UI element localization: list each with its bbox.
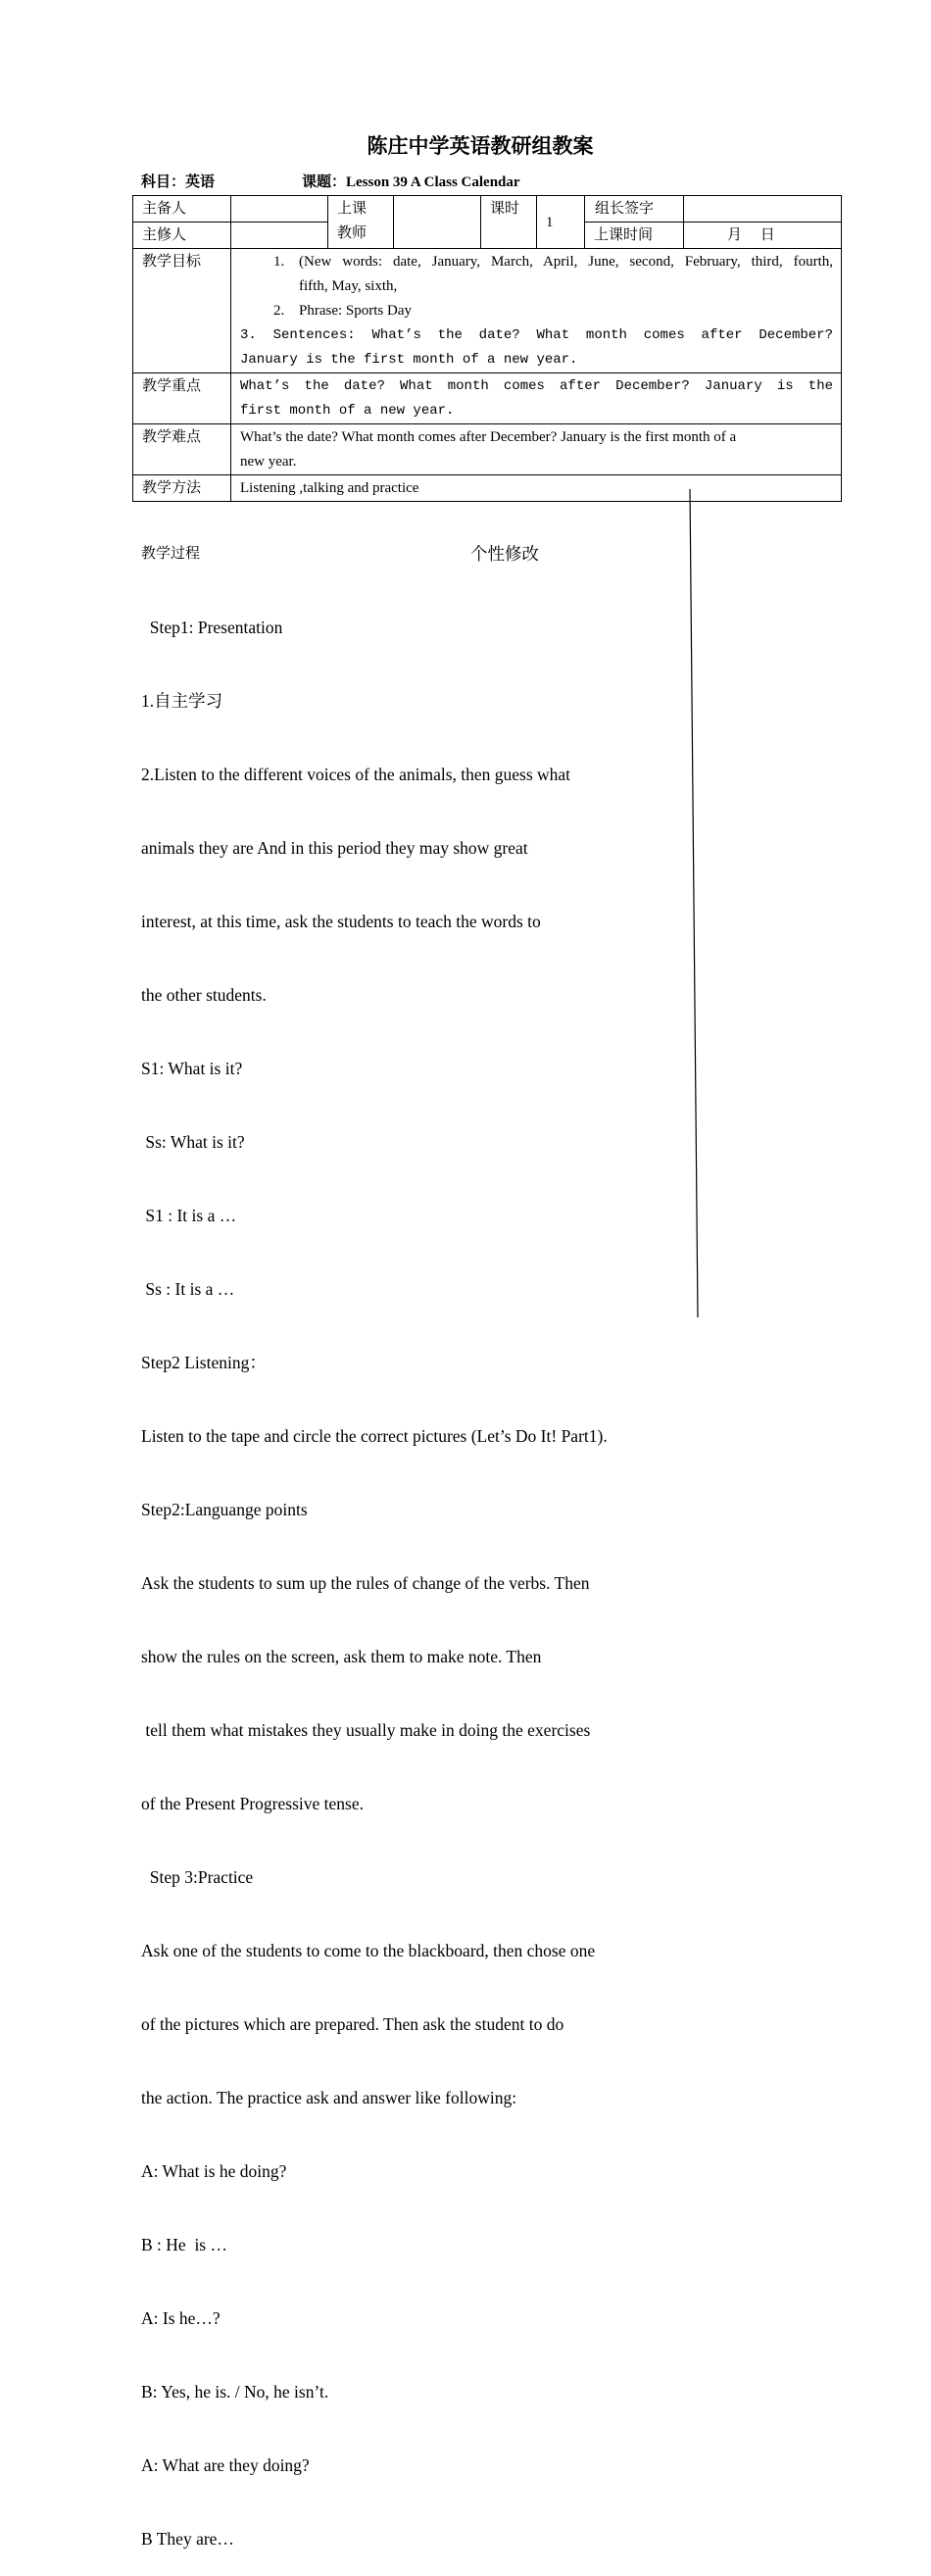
- difficulties-line1: What’s the date? What month comes after December? January is the first month of a: [240, 429, 737, 445]
- key-points-label: 教学重点: [133, 373, 231, 424]
- process-line: Ask the students to sum up the rules of change of the verbs. Then: [141, 1573, 590, 1593]
- process-line: B: Yes, he is. / No, he isn’t.: [141, 2382, 329, 2402]
- periods-value: 1: [537, 196, 585, 249]
- methods-content: Listening ,talking and practice: [231, 475, 842, 502]
- class-time-value: 月 日: [684, 223, 842, 249]
- process-line: show the rules on the screen, ask them to make note. Then: [141, 1647, 542, 1666]
- margin-note-heading: 个性修改: [470, 544, 539, 564]
- process-line: B : He is …: [141, 2235, 227, 2254]
- periods-label: 课时: [481, 196, 537, 249]
- process-line: 2.Listen to the different voices of the animals, then guess what: [141, 765, 571, 784]
- lesson-teacher-line2: 教师: [337, 225, 368, 241]
- process-line: S1: What is it?: [141, 1059, 243, 1078]
- process-line: of the Present Progressive tense.: [141, 1794, 364, 1813]
- objective-text: fifth, May, sixth,: [299, 278, 398, 294]
- objective-number: 1.: [273, 254, 285, 270]
- process-line: A: Is he…?: [141, 2308, 220, 2328]
- key-points-line1: What’s the date? What month comes after December? January is the: [240, 378, 833, 394]
- difficulties-label: 教学难点: [133, 424, 231, 475]
- process-line: Step1: Presentation: [141, 618, 283, 637]
- key-points-line2: first month of a new year.: [240, 403, 455, 419]
- process-line: Step 3:Practice: [141, 1867, 254, 1887]
- objective-text: (New words: date, January, March, April, June, second, February, third, fourth,: [299, 254, 833, 270]
- objective-text: Phrase: Sports Day: [299, 303, 412, 319]
- revised-by-label: 主修人: [133, 223, 231, 249]
- process-line: Listen to the tape and circle the correct pictures (Let’s Do It! Part1).: [141, 1426, 608, 1446]
- process-line: the action. The practice ask and answer like following:: [141, 2088, 517, 2107]
- process-line: 1.自主学习: [141, 691, 223, 711]
- lesson-teacher-line1: 上课: [337, 201, 368, 217]
- process-line: S1 : It is a …: [141, 1206, 237, 1225]
- lesson-topic: 课题：Lesson 39 A Class Calendar: [302, 174, 520, 190]
- process-line: interest, at this time, ask the students to teach the words to: [141, 912, 541, 931]
- objective-number: 2.: [273, 303, 285, 319]
- process-line: Step2:Languange points: [141, 1500, 308, 1519]
- process-line: Ask one of the students to come to the blackboard, then chose one: [141, 1941, 596, 1960]
- difficulties-line2: new year.: [240, 454, 297, 470]
- process-line: Step2 Listening：: [141, 1353, 267, 1372]
- process-line: B They are…: [141, 2529, 234, 2549]
- objective-3-line1: 3. Sentences: What’s the date? What month comes after December?: [240, 327, 833, 343]
- leader-signature-label: 组长签字: [585, 196, 684, 223]
- process-line: A: What are they doing?: [141, 2455, 310, 2475]
- objectives-label: 教学目标: [133, 249, 231, 373]
- process-line: tell them what mistakes they usually make in doing the exercises: [141, 1720, 591, 1740]
- subject-label: 科目：英语: [141, 174, 216, 190]
- process-line: 教学过程: [141, 546, 201, 562]
- class-time-label: 上课时间: [585, 223, 684, 249]
- process-line: the other students.: [141, 985, 267, 1005]
- process-line: animals they are And in this period they may show great: [141, 838, 528, 858]
- objective-3-line2: January is the first month of a new year.: [240, 352, 578, 368]
- lead-preparer-label: 主备人: [133, 196, 231, 223]
- process-line: A: What is he doing?: [141, 2161, 287, 2181]
- page-title: 陈庄中学英语教研组教案: [367, 134, 594, 158]
- methods-label: 教学方法: [133, 475, 231, 502]
- process-line: of the pictures which are prepared. Then ask the student to do: [141, 2014, 564, 2034]
- process-line: Ss : It is a …: [141, 1279, 235, 1299]
- process-line: Ss: What is it?: [141, 1132, 245, 1152]
